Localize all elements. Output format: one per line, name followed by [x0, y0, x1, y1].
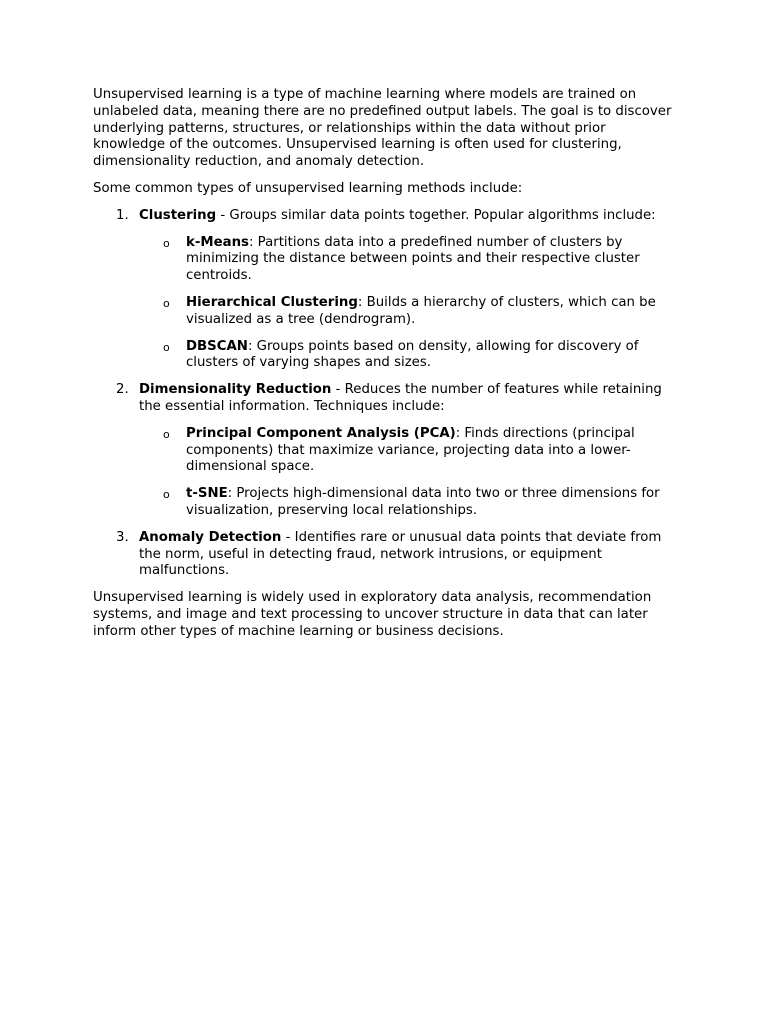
sub-item-dbscan	[163, 338, 677, 373]
lead-in-paragraph: Some common types of unsupervised learning methods include:	[93, 180, 523, 196]
sub-item-pca	[163, 425, 677, 476]
bullet-icon: o	[163, 488, 170, 502]
method-clustering	[116, 207, 677, 372]
method-dimensionality-reduction	[116, 382, 677, 520]
methods-list	[93, 208, 677, 580]
bullet-icon: o	[163, 427, 170, 441]
clustering-algorithms-list	[139, 235, 677, 373]
sub-item-description: : Groups points based on density, allowing for discovery of clusters of varying shapes and sizes.	[186, 338, 639, 371]
sub-item-description: : Partitions data into a predefined number of clusters by minimizing the distance between points and their respective cluster centroids.	[186, 234, 640, 284]
sub-item-hierarchical-clustering	[163, 294, 677, 329]
bullet-icon: o	[163, 340, 170, 354]
sub-item-title: Principal Component Analysis (PCA)	[186, 425, 456, 441]
sub-item-description: : Builds a hierarchy of clusters, which can be visualized as a tree (dendrogram).	[186, 294, 656, 327]
list-number: 3.	[116, 529, 129, 545]
document-page	[93, 87, 677, 651]
conclusion-paragraph: Unsupervised learning is widely used in exploratory data analysis, recommendation systems, and image and text processing to uncover structure in data that can later inform other types of machine learning or business decisions.	[93, 590, 652, 639]
method-description: - Reduces the number of features while retaining the essential information. Techniques include:	[139, 382, 662, 414]
sub-item-title: Hierarchical Clustering	[186, 294, 358, 310]
list-number: 1.	[116, 207, 129, 223]
method-title: Dimensionality Reduction	[139, 382, 332, 398]
method-title: Clustering	[139, 207, 217, 223]
sub-item-description: : Finds directions (principal components) that maximize variance, projecting data into a lower-dimensional space.	[186, 425, 635, 475]
dimensionality-techniques-list	[139, 426, 677, 520]
sub-item-title: k-Means	[186, 234, 249, 250]
bullet-icon: o	[163, 236, 170, 250]
method-description: - Identifies rare or unusual data points that deviate from the norm, useful in detecting fraud, network intrusions, or equipment malfunctions.	[139, 529, 662, 579]
sub-item-description: : Projects high-dimensional data into two or three dimensions for visualization, preserving local relationships.	[186, 486, 660, 518]
sub-item-k-means	[163, 234, 677, 285]
sub-item-title: DBSCAN	[186, 338, 248, 354]
method-description: - Groups similar data points together. Popular algorithms include:	[216, 207, 656, 223]
list-number: 2.	[116, 382, 129, 398]
bullet-icon: o	[163, 296, 170, 310]
intro-paragraph: Unsupervised learning is a type of machine learning where models are trained on unlabeled data, meaning there are no predefined output labels. The goal is to discover underlying patterns, structures, or relationships within the data without prior knowledge of the outcomes. Unsupervised learning is often used for clustering, dimensionality reduction, and anomaly detection.	[93, 87, 672, 170]
sub-item-title: t-SNE	[186, 486, 228, 502]
sub-item-t-sne	[163, 486, 677, 520]
method-anomaly-detection	[116, 529, 677, 580]
method-title: Anomaly Detection	[139, 529, 282, 545]
